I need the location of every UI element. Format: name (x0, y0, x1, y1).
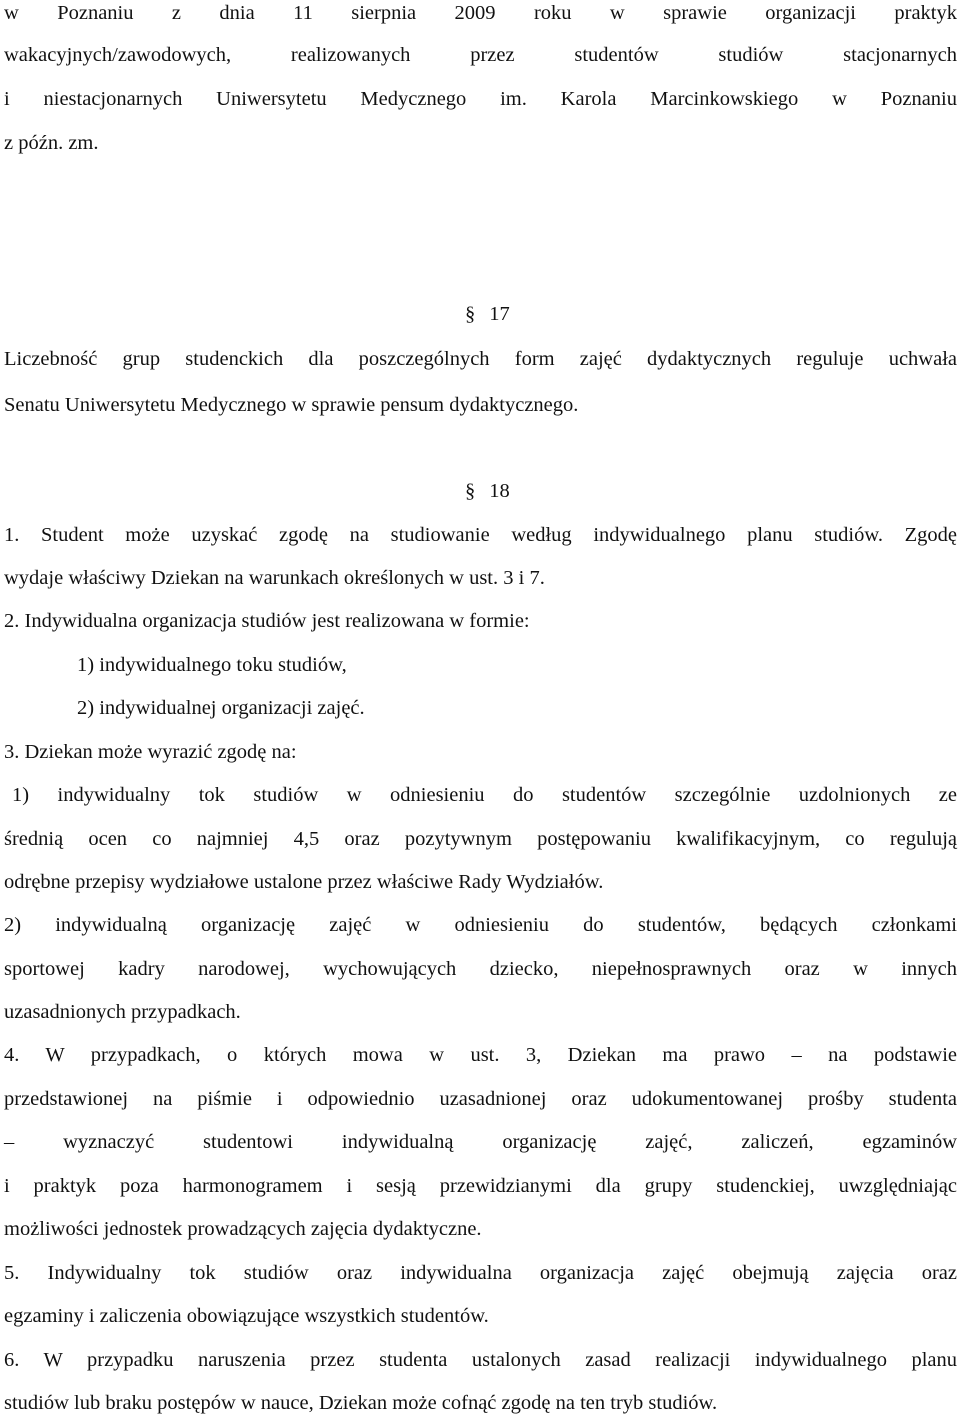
paragraph-3-item-2-line-2: sportowej kadry narodowej, wychowujących dziecko, niepełnosprawnych oraz w innych (4, 958, 957, 980)
intro-line-4: z późn. zm. (4, 132, 99, 154)
section-number: 17 (489, 303, 510, 325)
intro-line-2: wakacyjnych/zawodowych, realizowanych przez studentów studiów stacjonarnych (4, 44, 957, 66)
paragraph-3-item-1-line-1: 1) indywidualny tok studiów w odniesieniu do studentów szczególnie uzdolnionych ze (12, 784, 957, 806)
intro-line-3: i niestacjonarnych Uniwersytetu Medycznego im. Karola Marcinkowskiego w Poznaniu (4, 88, 957, 110)
paragraph-2-item-2: 2) indywidualnej organizacji zajęć. (77, 697, 365, 719)
paragraph-5-line-1: 5. Indywidualny tok studiów oraz indywidualna organizacja zajęć obejmują zajęcia oraz (4, 1262, 957, 1284)
section-number: 18 (489, 480, 510, 502)
paragraph-6-line-1: 6. W przypadku naruszenia przez studenta ustalonych zasad realizacji indywidualnego planu (4, 1349, 957, 1371)
section-sign: § (465, 303, 476, 325)
paragraph-4-line-2: przedstawionej na piśmie i odpowiednio uzasadnionej oraz udokumentowanej prośby studenta (4, 1088, 957, 1110)
paragraph-4-line-4: i praktyk poza harmonogramem i sesją przewidzianymi dla grupy studenckiej, uwzględniając (4, 1175, 957, 1197)
paragraph-2-line-1: 2. Indywidualna organizacja studiów jest realizowana w formie: (4, 610, 530, 632)
paragraph-4-line-5: możliwości jednostek prowadzących zajęcia dydaktyczne. (4, 1218, 482, 1240)
section-18-heading (465, 478, 510, 504)
paragraph-3-item-1-line-2: średnią ocen co najmniej 4,5 oraz pozytywnym postępowaniu kwalifikacyjnym, co regulują (4, 828, 957, 850)
paragraph-6-line-2: studiów lub braku postępów w nauce, Dziekan może cofnąć zgodę na ten tryb studiów. (4, 1392, 718, 1414)
paragraph-1-line-2: wydaje właściwy Dziekan na warunkach określonych w ust. 3 i 7. (4, 567, 545, 589)
section-sign: § (465, 480, 476, 502)
paragraph-4-line-1: 4. W przypadkach, o których mowa w ust. 3, Dziekan ma prawo – na podstawie (4, 1044, 957, 1066)
paragraph-3-item-1-line-3: odrębne przepisy wydziałowe ustalone przez właściwe Rady Wydziałów. (4, 871, 604, 893)
paragraph-3-item-2-line-3: uzasadnionych przypadkach. (4, 1001, 241, 1023)
paragraph-3-line-1: 3. Dziekan może wyrazić zgodę na: (4, 741, 297, 763)
section-17-line-1: Liczebność grup studenckich dla poszczególnych form zajęć dydaktycznych reguluje uchwała (4, 348, 957, 370)
intro-line-1: w Poznaniu z dnia 11 sierpnia 2009 roku w sprawie organizacji praktyk (4, 2, 957, 24)
paragraph-3-item-2-line-1: 2) indywidualną organizację zajęć w odniesieniu do studentów, będących członkami (4, 914, 957, 936)
section-17-heading (465, 301, 510, 327)
section-17-line-2: Senatu Uniwersytetu Medycznego w sprawie pensum dydaktycznego. (4, 394, 579, 416)
paragraph-1-line-1: 1. Student może uzyskać zgodę na studiowanie według indywidualnego planu studiów. Zgodę (4, 524, 957, 546)
paragraph-2-item-1: 1) indywidualnego toku studiów, (77, 654, 347, 676)
paragraph-5-line-2: egzaminy i zaliczenia obowiązujące wszystkich studentów. (4, 1305, 489, 1327)
paragraph-4-line-3: – wyznaczyć studentowi indywidualną organizację zajęć, zaliczeń, egzaminów (4, 1131, 957, 1153)
